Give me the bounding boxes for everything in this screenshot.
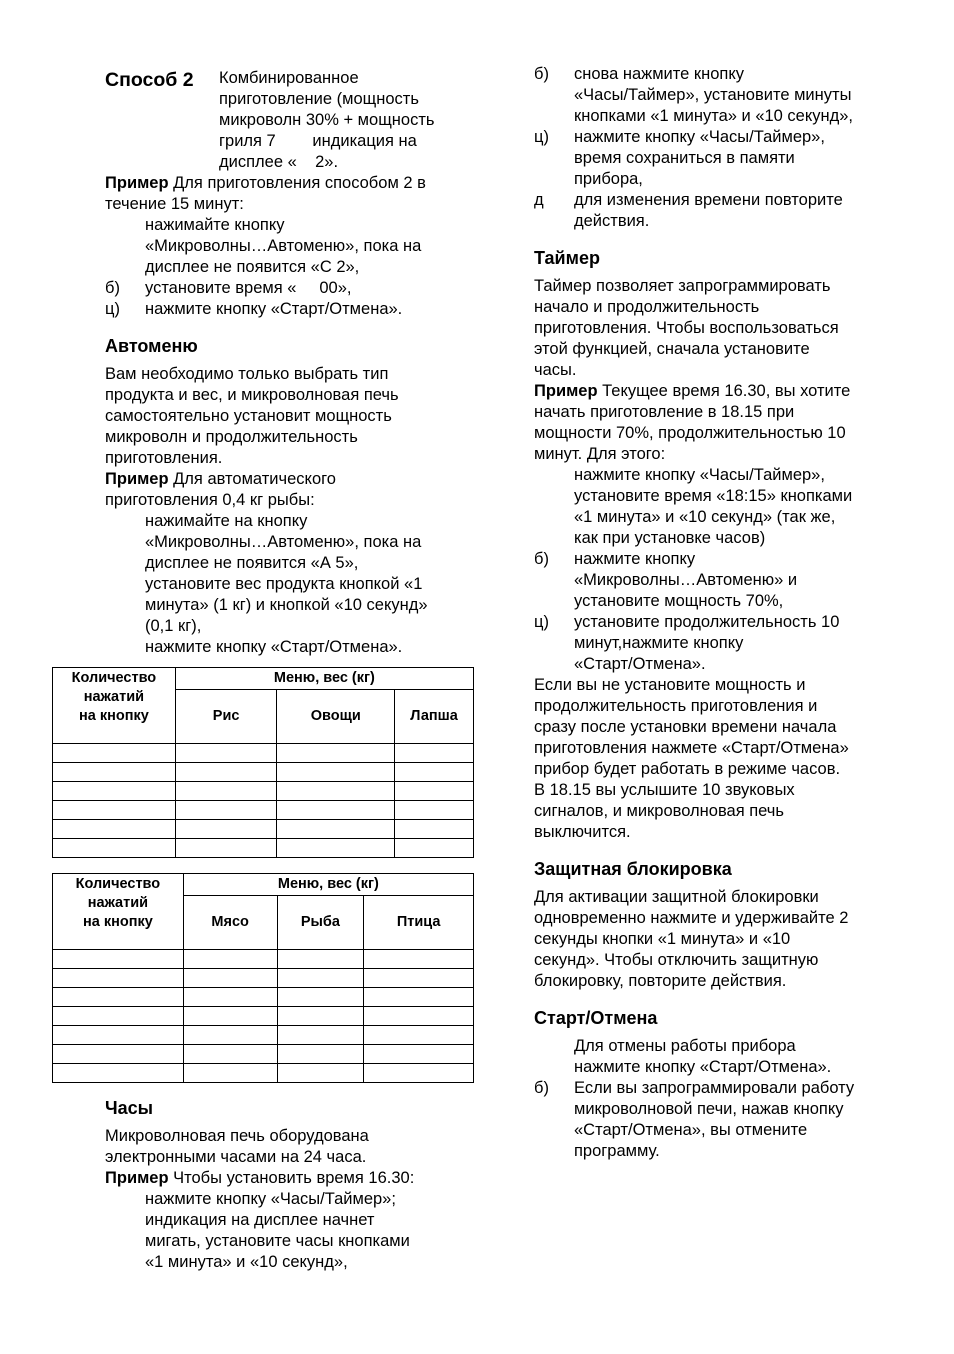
- timer-example: Пример Текущее время 16.30, вы хотите: [534, 382, 851, 400]
- left-column: [105, 64, 475, 658]
- table-row: [53, 801, 474, 820]
- section-title-start-cancel: Старт/Отмена: [534, 1008, 658, 1028]
- method-2-label: Способ 2: [105, 69, 194, 91]
- table-row: [53, 782, 474, 801]
- list-item: б) снова нажмите кнопку «Часы/Таймер», установите минуты кнопками «1 минута» и «10 секунд»,: [534, 65, 854, 125]
- text-line: Комбинированное: [219, 69, 359, 87]
- clock-section: [105, 1096, 475, 1273]
- automenu-steps: нажимайте на кнопку «Микроволны…Автоменю», пока на дисплее не появится «А 5», установите вес продукта кнопкой «1 минута» (1 кг) и кнопкой «10 секунд» (0,1 кг), нажмите кнопку «Старт/Отмена».: [145, 512, 428, 656]
- automenu-table-2: [52, 873, 474, 1083]
- method-2-description: [219, 68, 434, 173]
- text-line: блокировку, повторите действия.: [534, 972, 787, 990]
- text-line: В 18.15 вы услышите 10 звуковых: [534, 781, 795, 799]
- text-line: гриля 7 индикация на: [219, 132, 417, 150]
- section-title-lock: Защитная блокировка: [534, 859, 732, 879]
- section-title-automenu: Автоменю: [105, 336, 198, 356]
- table-row: [53, 969, 474, 988]
- list-item: б) установите время « 00»,: [105, 279, 352, 297]
- automenu-example: Пример Для автоматического: [105, 470, 336, 488]
- text-line: приготовление (мощность: [219, 90, 419, 108]
- right-column: [534, 64, 894, 1162]
- text-line: начать приготовление в 18.15 при: [534, 403, 795, 421]
- text-line: сразу после установки времени начала: [534, 718, 837, 736]
- table-row: [53, 1026, 474, 1045]
- text-line: прибор будет работать в режиме часов.: [534, 760, 841, 778]
- list-item: нажимайте кнопку «Микроволны…Автоменю», пока на дисплее не появится «С 2»,: [145, 216, 422, 276]
- method-2-example: Пример Для приготовления способом 2 в: [105, 174, 426, 192]
- text-line: Микроволновая печь оборудована: [105, 1127, 369, 1145]
- qty-header: Количество нажатий на кнопку: [53, 668, 176, 744]
- text-line: течение 15 минут:: [105, 195, 244, 213]
- text-line: приготовления 0,4 кг рыбы:: [105, 491, 315, 509]
- text-line: выключится.: [534, 823, 631, 841]
- text-line: микроволн и продолжительность: [105, 428, 358, 446]
- text-line: приготовления нажмете «Старт/Отмена»: [534, 739, 849, 757]
- table-row: [53, 763, 474, 782]
- clock-steps: нажмите кнопку «Часы/Таймер»; индикация на дисплее начнет мигать, установите часы кнопками «1 минута» и «10 секунд»,: [145, 1190, 410, 1271]
- text-line: Таймер позволяет запрограммировать: [534, 277, 831, 295]
- text-line: этой функцией, сначала установите: [534, 340, 810, 358]
- text-line: часы.: [534, 361, 577, 379]
- text-line: секунды кнопки «1 минута» и «10: [534, 930, 791, 948]
- text-line: дисплее « 2».: [219, 153, 339, 171]
- list-item: Для отмены работы прибора нажмите кнопку «Старт/Отмена».: [574, 1037, 832, 1076]
- table-row: [53, 839, 474, 858]
- text-line: продукта и вес, и микроволновая печь: [105, 386, 399, 404]
- section-title-timer: Таймер: [534, 248, 600, 268]
- menu-header: Меню, вес (кг): [183, 874, 473, 896]
- column-header: Мясо: [183, 896, 277, 950]
- list-item: нажмите кнопку «Часы/Таймер», установите время «18:15» кнопками «1 минута» и «10 секунд» (так же, как при установке часов): [574, 466, 853, 547]
- column-header: Рыба: [277, 896, 364, 950]
- text-line: минут. Для этого:: [534, 445, 666, 463]
- column-header: Овощи: [277, 690, 395, 744]
- clock-example: Пример Чтобы установить время 16.30:: [105, 1169, 415, 1187]
- table-row: [53, 1007, 474, 1026]
- text-line: электронными часами на 24 часа.: [105, 1148, 367, 1166]
- menu-header: Меню, вес (кг): [175, 668, 473, 690]
- list-item: б) Если вы запрограммировали работу микроволновой печи, нажав кнопку «Старт/Отмена», вы отмените программу.: [534, 1079, 855, 1160]
- text-line: микроволн 30% + мощность: [219, 111, 435, 129]
- column-header: Птица: [364, 896, 474, 950]
- automenu-table-1: [52, 667, 474, 858]
- text-line: секунд». Чтобы отключить защитную: [534, 951, 819, 969]
- table-row: [53, 820, 474, 839]
- text-line: продолжительность приготовления и: [534, 697, 818, 715]
- text-line: одновременно нажмите и удерживайте 2: [534, 909, 849, 927]
- table-row: [53, 1064, 474, 1083]
- qty-header: Количество нажатий на кнопку: [53, 874, 184, 950]
- list-item: ц) установите продолжительность 10 минут,нажмите кнопку «Старт/Отмена».: [534, 613, 840, 673]
- text-line: Для активации защитной блокировки: [534, 888, 819, 906]
- column-header: Рис: [175, 690, 277, 744]
- method-2: [105, 68, 475, 173]
- text-line: Вам необходимо только выбрать тип: [105, 365, 389, 383]
- text-line: мощности 70%, продолжительностью 10: [534, 424, 846, 442]
- text-line: сигналов, и микроволновая печь: [534, 802, 784, 820]
- table-row: [53, 1045, 474, 1064]
- list-item: ц) нажмите кнопку «Старт/Отмена».: [105, 300, 403, 318]
- text-line: Если вы не установите мощность и: [534, 676, 806, 694]
- list-item: ц) нажмите кнопку «Часы/Таймер», время сохраниться в памяти прибора,: [534, 128, 825, 188]
- table-row: [53, 988, 474, 1007]
- text-line: приготовления.: [105, 449, 223, 467]
- list-item: б) нажмите кнопку «Микроволны…Автоменю» и установите мощность 70%,: [534, 550, 798, 610]
- text-line: приготовления. Чтобы воспользоваться: [534, 319, 839, 337]
- text-line: самостоятельно установит мощность: [105, 407, 392, 425]
- text-line: начало и продолжительность: [534, 298, 760, 316]
- section-title-clock: Часы: [105, 1098, 154, 1118]
- column-header: Лапша: [395, 690, 474, 744]
- table-row: [53, 950, 474, 969]
- list-item: д для изменения времени повторите действия.: [534, 191, 843, 230]
- table-row: [53, 744, 474, 763]
